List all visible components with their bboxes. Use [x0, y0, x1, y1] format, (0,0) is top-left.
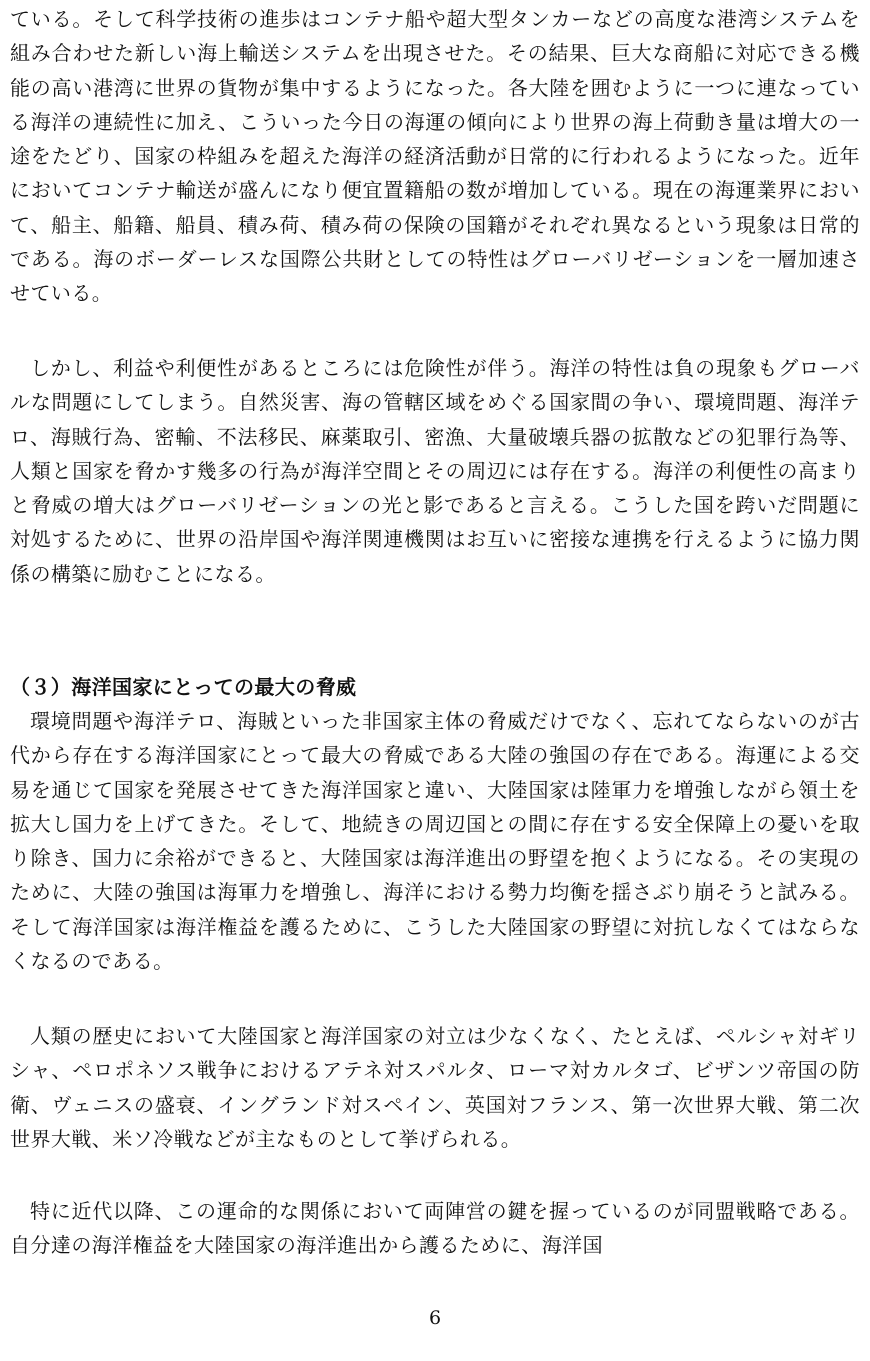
- page-number: 6: [428, 1307, 442, 1329]
- body-paragraph-5: 特に近代以降、この運命的な関係において両陣営の鍵を握っているのが同盟戦略である。自分達の海洋権益を大陸国家の海洋進出から護るために、海洋国: [10, 1199, 860, 1258]
- body-paragraph-1: ている。そして科学技術の進歩はコンテナ船や超大型タンカーなどの高度な港湾システムを組み合わせた新しい海上輸送システムを出現させた。その結果、巨大な商船に対応できる機能の高い港湾に世界の貨物が集中するようになった。各大陸を囲むように一つに連なっている海洋の連続性に加え、こういった今日の海運の傾向により世界の海上荷動き量は増大の一途をたどり、国家の枠組みを超えた海洋の経済活動が日常的に行われるようになった。近年においてコンテナ輸送が盛んになり便宜置籍船の数が増加している。現在の海運業界において、船主、船籍、船員、積み荷、積み荷の保険の国籍がそれぞれ異なるという現象は日常的である。海のボーダーレスな国際公共財としての特性はグローバリゼーションを一層加速させている。: [10, 7, 860, 306]
- document-page: [10, 0, 860, 1361]
- body-paragraph-4: 人類の歴史において大陸国家と海洋国家の対立は少なくなく、たとえば、ペルシャ対ギリシャ、ペロポネソス戦争におけるアテネ対スパルタ、ローマ対カルタゴ、ビザンツ帝国の防衛、ヴェニスの盛衰、イングランド対スペイン、英国対フランス、第一次世界大戦、第二次世界大戦、米ソ冷戦などが主なものとして挙げられる。: [10, 1024, 860, 1151]
- body-paragraph-3: 環境問題や海洋テロ、海賊といった非国家主体の脅威だけでなく、忘れてならないのが古代から存在する海洋国家にとって最大の脅威である大陸の強国の存在である。海運による交易を通じて国家を発展させてきた海洋国家と違い、大陸国家は陸軍力を増強しながら領土を拡大し国力を上げてきた。そして、地続きの周辺国との間に存在する安全保障上の憂いを取り除き、国力に余裕ができると、大陸国家は海洋進出の野望を抱くようになる。その実現のために、大陸の強国は海軍力を増強し、海洋における勢力均衡を揺さぶり崩そうと試みる。そして海洋国家は海洋権益を護るために、こうした大陸国家の野望に対抗しなくてはならなくなるのである。: [10, 709, 860, 974]
- section-heading: （３）海洋国家にとっての最大の脅威: [10, 675, 357, 699]
- body-paragraph-2: しかし、利益や利便性があるところには危険性が伴う。海洋の特性は負の現象もグローバルな問題にしてしまう。自然災害、海の管轄区域をめぐる国家間の争い、環境問題、海洋テロ、海賊行為、密輸、不法移民、麻薬取引、密漁、大量破壊兵器の拡散などの犯罪行為等、人類と国家を脅かす幾多の行為が海洋空間とその周辺には存在する。海洋の利便性の高まりと脅威の増大はグローバリゼーションの光と影であると言える。こうした国を跨いだ問題に対処するために、世界の沿岸国や海洋関連機関はお互いに密接な連携を行えるように協力関係の構築に励むことになる。: [10, 356, 860, 586]
